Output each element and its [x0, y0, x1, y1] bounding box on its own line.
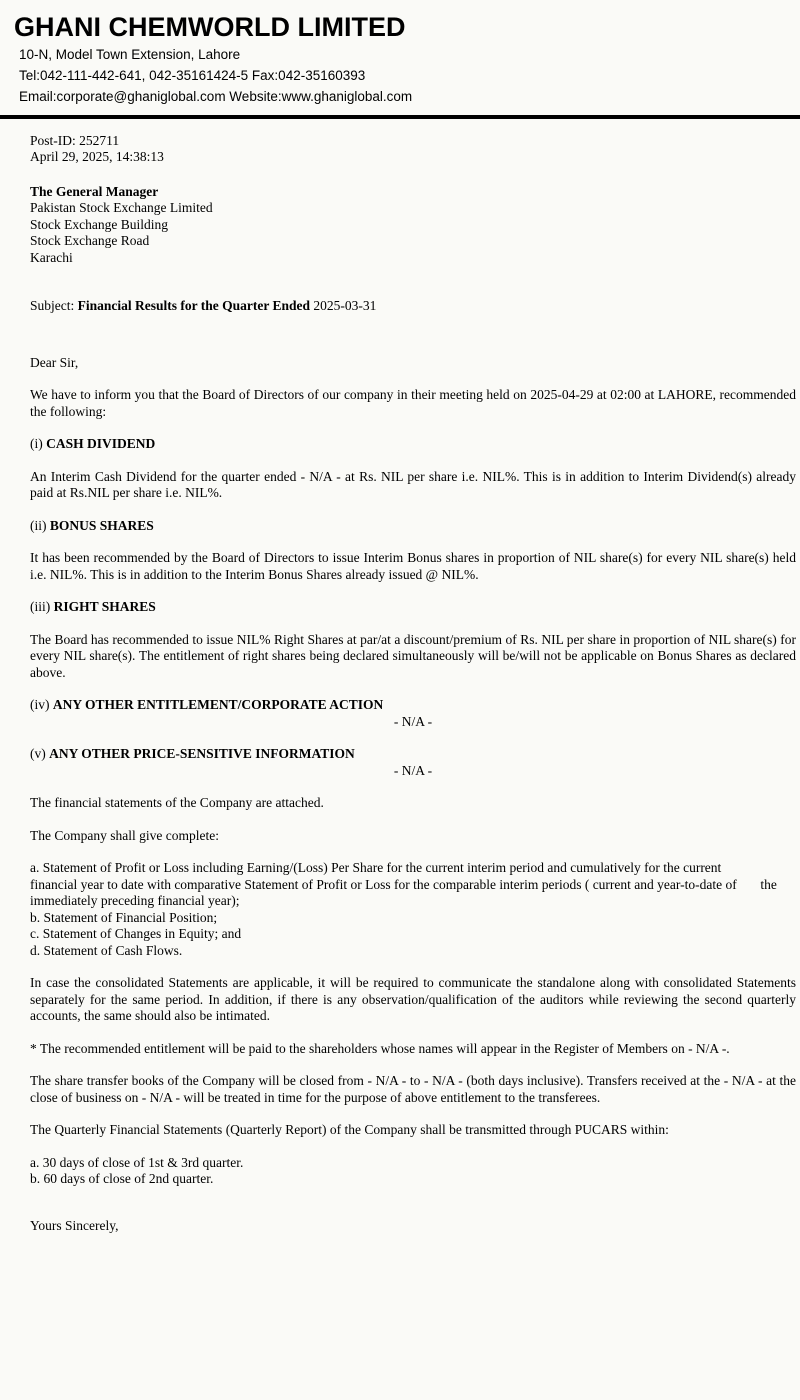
- statement-item-c: c. Statement of Changes in Equity; and: [30, 926, 242, 942]
- letterhead: [0, 0, 800, 106]
- letter-body: [0, 119, 800, 1291]
- subject-label: Subject:: [30, 298, 75, 314]
- section-title: ANY OTHER PRICE-SENSITIVE INFORMATION: [49, 746, 355, 762]
- section-title: RIGHT SHARES: [53, 599, 156, 615]
- subject-line: [30, 298, 796, 315]
- pucars-paragraph: The Quarterly Financial Statements (Quarterly Report) of the Company shall be transmitted through PUCARS within:: [30, 1122, 669, 1138]
- entitlement-note: * The recommended entitlement will be paid to the shareholders whose names will appear in the Register of Members on - N/A -.: [30, 1040, 730, 1056]
- section-body-price-sensitive: - N/A -: [393, 762, 433, 778]
- section-heading-right-shares: [30, 599, 796, 616]
- salutation: Dear Sir,: [30, 354, 79, 370]
- section-heading-price-sensitive: [30, 746, 796, 763]
- section-number: (iii): [30, 599, 51, 615]
- section-title: BONUS SHARES: [49, 517, 154, 533]
- meta-block: [30, 133, 796, 166]
- section-title: CASH DIVIDEND: [46, 436, 156, 452]
- section-number: (v): [30, 746, 46, 762]
- recipient-title: The General Manager: [30, 183, 159, 199]
- transfer-books-paragraph: The share transfer books of the Company will be closed from - N/A - to - N/A - (both days inclusive). Transfers received at the - N/A - at the close of business on - N/A - will be treated in time for the purpose of above entitlement to the transferees.: [30, 1073, 796, 1105]
- company-address: 10-N, Model Town Extension, Lahore: [19, 47, 241, 63]
- recipient-block: [30, 184, 796, 267]
- deadline-item-a: a. 30 days of close of 1st & 3rd quarter.: [30, 1154, 244, 1170]
- company-phone: Tel:042-111-442-641, 042-35161424-5 Fax:042-35160393: [19, 67, 366, 83]
- company-name: GHANI CHEMWORLD LIMITED: [14, 12, 406, 42]
- recipient-line: Karachi: [30, 249, 73, 265]
- section-number: (ii): [30, 517, 47, 533]
- date-time: April 29, 2025, 14:38:13: [30, 149, 164, 165]
- recipient-line: Pakistan Stock Exchange Limited: [30, 200, 213, 216]
- section-body-other-entitlement: - N/A -: [393, 713, 433, 729]
- section-body-cash-dividend: An Interim Cash Dividend for the quarter ended - N/A - at Rs. NIL per share i.e. NIL%. This is in addition to Interim Dividend(s) already paid at Rs.NIL per share i.e. NIL%.: [30, 468, 796, 501]
- intro-paragraph: We have to inform you that the Board of Directors of our company in their meeting held on 2025-04-29 at 02:00 at LAHORE, recommended the following:: [30, 387, 796, 419]
- statement-item-a: a. Statement of Profit or Loss including Earning/(Loss) Per Share for the current interim period and cumulatively for the current financial year to date with comparative Statement of Profit or Loss for the comparable interim periods ( current and year-to-date of the immediately preceding financial year);: [30, 860, 781, 909]
- statements-attached-note: The financial statements of the Company are attached.: [30, 795, 324, 811]
- section-title: ANY OTHER ENTITLEMENT/CORPORATE ACTION: [52, 697, 384, 713]
- deadline-item-b: b. 60 days of close of 2nd quarter.: [30, 1171, 214, 1187]
- section-body-right-shares: The Board has recommended to issue NIL% Right Shares at par/at a discount/premium of Rs. NIL per share in proportion of NIL share(s) for every NIL share(s). The entitlement of right shares being declared simultaneously will be/will not be applicable on Bonus Shares as declared above.: [30, 631, 796, 680]
- deadlines-list: [30, 1155, 796, 1188]
- section-number: (iv): [30, 697, 50, 713]
- section-body-bonus-shares: It has been recommended by the Board of Directors to issue Interim Bonus shares in proportion of NIL share(s) for every NIL share(s) held i.e. NIL%. This is in addition to the Interim Bonus Shares already issued @ NIL%.: [30, 550, 796, 582]
- section-heading-other-entitlement: [30, 697, 796, 714]
- section-heading-cash-dividend: [30, 436, 796, 453]
- consolidated-paragraph: In case the consolidated Statements are applicable, it will be required to communicate the standalone along with consolidated Statements separately for the same period. In addition, if there is any observation/qualification of the auditors while reviewing the second quarterly accounts, the same should also be intimated.: [30, 975, 796, 1024]
- section-heading-bonus-shares: [30, 518, 796, 535]
- statement-item-b: b. Statement of Financial Position;: [30, 909, 218, 925]
- statement-item-d: d. Statement of Cash Flows.: [30, 942, 183, 958]
- company-email-website: Email:corporate@ghaniglobal.com Website:www.ghaniglobal.com: [19, 88, 413, 104]
- recipient-line: Stock Exchange Building: [30, 216, 168, 232]
- sign-off: Yours Sincerely,: [30, 1217, 119, 1233]
- subject-date: 2025-03-31: [313, 298, 377, 314]
- recipient-line: Stock Exchange Road: [30, 233, 150, 249]
- give-complete-note: The Company shall give complete:: [30, 827, 219, 843]
- post-id: Post-ID: 252711: [30, 132, 120, 148]
- subject-title: Financial Results for the Quarter Ended: [77, 298, 311, 314]
- section-number: (i): [30, 436, 43, 452]
- statements-list: [30, 860, 796, 959]
